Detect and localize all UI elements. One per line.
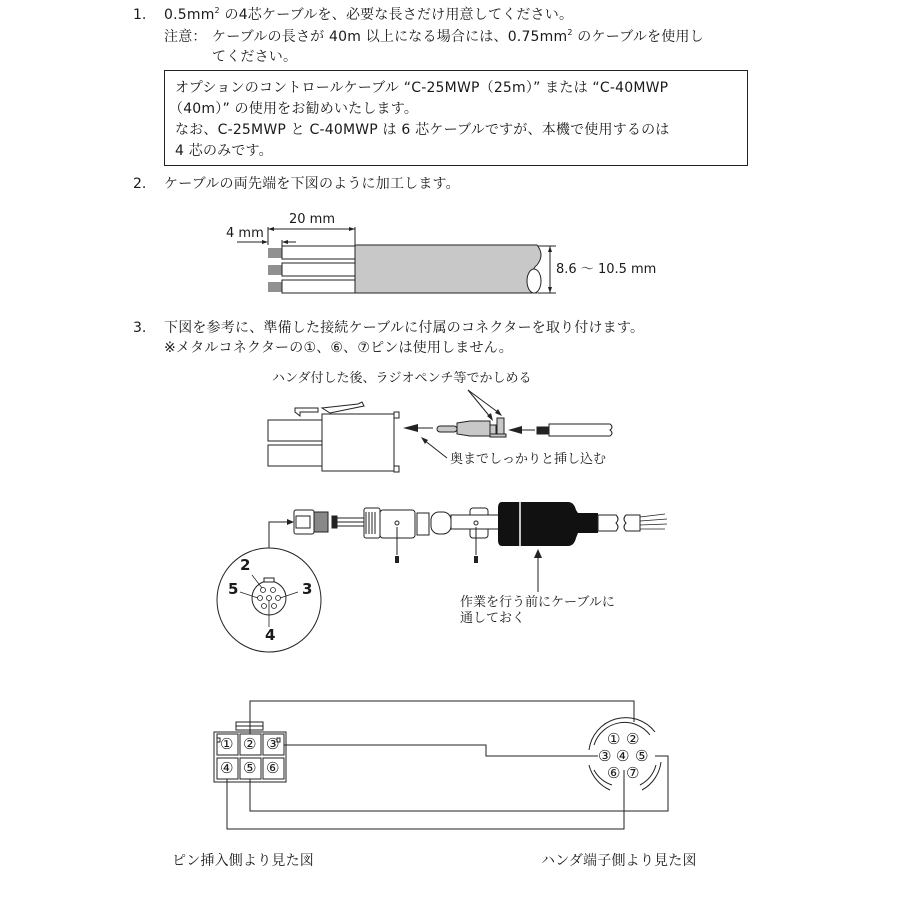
sheath-strip-length-label: 20 mm (289, 212, 336, 227)
pin-label-2: 2 (240, 556, 251, 574)
step-2-number: 2. (133, 176, 147, 192)
pin-label-4: 4 (265, 626, 276, 644)
info-line-2: （40m）” の使用をお勧めいたします。 (169, 101, 419, 117)
info-line-3: なお、C-25MWP と C-40MWP は 6 芯ケーブルですが、本機で使用するのは (175, 122, 670, 138)
pin-label-5: 5 (228, 580, 239, 598)
right-pin-7: ⑦ (626, 764, 640, 782)
wire-pin-4 (227, 770, 624, 829)
left-pin-5: ⑤ (243, 759, 257, 777)
step-1-note-label: 注意： (164, 29, 207, 45)
insert-note: 奥までしっかりと挿し込む (450, 452, 607, 467)
right-pin-1: ① (607, 730, 621, 748)
left-pin-1: ① (220, 735, 234, 753)
right-pin-3: ③ (598, 747, 612, 765)
step-3-subnote: ※メタルコネクターの①、⑥、⑦ピンは使用しません。 (164, 340, 513, 356)
wire-pin-2 (250, 701, 634, 734)
note-line1-sup: 2 (567, 28, 573, 37)
note-line1-post: のケーブルを使用し (572, 29, 704, 45)
left-pin-4: ④ (220, 759, 234, 777)
right-caption: ハンダ端子側より見た図 (541, 853, 697, 869)
right-pin-5: ⑤ (635, 747, 649, 765)
step-3-text: 下図を参考に、準備した接続ケーブルに付属のコネクターを取り付けます。 (164, 320, 645, 336)
wiring-lines (227, 701, 668, 829)
boot-note-line2: 通しておく (460, 611, 526, 626)
left-pin-2: ② (243, 735, 257, 753)
right-pin-6: ⑥ (607, 764, 621, 782)
right-pin-2: ② (626, 730, 640, 748)
left-pin-3: ③ (266, 735, 280, 753)
left-pin-6: ⑥ (266, 759, 280, 777)
cable-diameter-label: 8.6 ～ 10.5 mm (556, 262, 657, 277)
boot-note-line1: 作業を行う前にケーブルに (460, 595, 615, 610)
step-1-text-pre: 0.5mm (164, 7, 215, 23)
wire-pin-3 (284, 745, 598, 756)
crimp-note: ハンダ付した後、ラジオペンチ等でかしめる (272, 371, 532, 386)
step-3-number: 3. (133, 320, 147, 336)
right-pin-4: ④ (616, 747, 630, 765)
note-line1-pre: ケーブルの長さが 40m 以上になる場合には、0.75mm (212, 29, 568, 45)
pin-label-3: 3 (302, 580, 313, 598)
step-1-sup: 2 (214, 6, 220, 15)
conductor-strip-length-label: 4 mm (226, 226, 264, 241)
step-1-number: 1. (133, 7, 147, 23)
info-line-1: オプションのコントロールケーブル “C-25MWP（25m）” または “C-40MWP (175, 80, 669, 96)
info-line-4: 4 芯のみです。 (175, 143, 273, 159)
step-1-text-post: の4芯ケーブルを、必要な長さだけ用意してください。 (219, 7, 574, 23)
left-caption: ピン挿入側より見た図 (172, 853, 314, 869)
step-2-text: ケーブルの両先端を下図のように加工します。 (164, 176, 460, 192)
step-1-note-line2: てください。 (212, 49, 298, 65)
